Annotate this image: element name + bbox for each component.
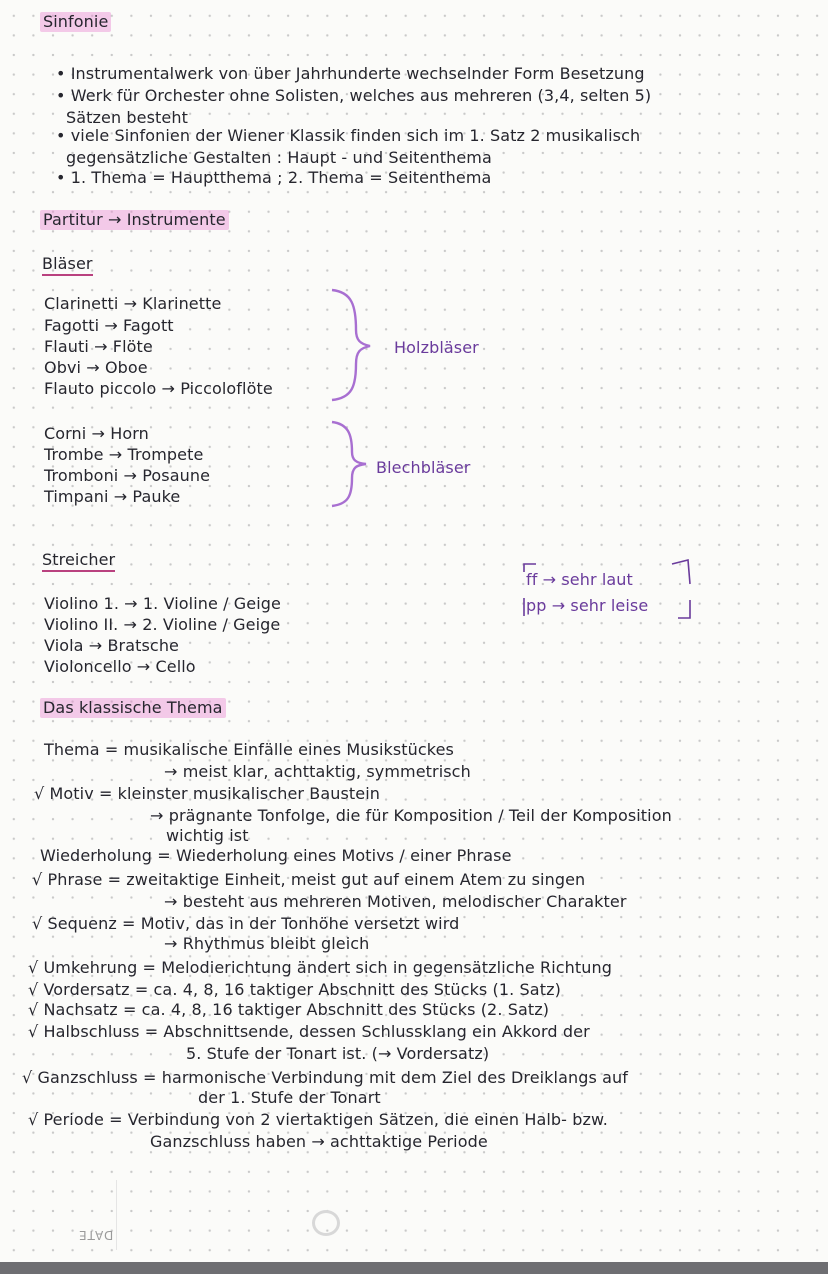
- bottom-edge: [0, 1262, 828, 1274]
- sinfonie-line-6: • 1. Thema = Hauptthema ; 2. Thema = Seitenthema: [56, 168, 492, 187]
- holz-item-3: Flauti → Flöte: [44, 337, 153, 356]
- holz-item-1: Clarinetti → Klarinette: [44, 294, 222, 313]
- thema-line-15: 5. Stufe der Tonart ist. (→ Vordersatz): [186, 1044, 490, 1063]
- holz-item-2: Fagotti → Fagott: [44, 316, 174, 335]
- streicher-item-1: Violino 1. → 1. Violine / Geige: [44, 594, 281, 613]
- holz-item-5: Flauto piccolo → Piccoloflöte: [44, 379, 273, 398]
- thema-line-11: √ Umkehrung = Melodierichtung ändert sich in gegensätzliche Richtung: [28, 958, 613, 977]
- blech-item-1: Corni → Horn: [44, 424, 149, 443]
- blech-item-4: Timpani → Pauke: [44, 487, 181, 506]
- thema-line-9: √ Sequenz = Motiv, das in der Tonhöhe versetzt wird: [32, 914, 460, 933]
- brace-icon-blech: [326, 418, 372, 510]
- thema-line-8: → besteht aus mehreren Motiven, melodischer Charakter: [164, 892, 627, 911]
- sinfonie-line-5: gegensätzliche Gestalten : Haupt - und Seitenthema: [66, 148, 492, 167]
- sinfonie-line-3: Sätzen besteht: [66, 108, 188, 127]
- thema-line-19: Ganzschluss haben → achttaktige Periode: [150, 1132, 488, 1151]
- streicher-item-3: Viola → Bratsche: [44, 636, 180, 655]
- sinfonie-line-2: • Werk für Orchester ohne Solisten, welches aus mehreren (3,4, selten 5): [56, 86, 652, 105]
- thema-line-12: √ Vordersatz = ca. 4, 8, 16 taktiger Abschnitt des Stücks (1. Satz): [28, 980, 561, 999]
- thema-line-4: → prägnante Tonfolge, die für Komposition / Teil der Komposition: [150, 806, 672, 825]
- streicher-item-2: Violino II. → 2. Violine / Geige: [44, 615, 281, 634]
- dynamic-ff: ff → sehr laut: [526, 570, 633, 589]
- thema-line-2: → meist klar, achttaktig, symmetrisch: [164, 762, 471, 781]
- heading-sinfonie: Sinfonie: [40, 12, 111, 32]
- thema-line-18: √ Periode = Verbindung von 2 viertaktigen Sätzen, die einen Halb- bzw.: [28, 1110, 608, 1129]
- thema-line-13: √ Nachsatz = ca. 4, 8, 16 taktiger Abschnitt des Stücks (2. Satz): [28, 1000, 550, 1019]
- blech-item-2: Trombe → Trompete: [44, 445, 204, 464]
- thema-line-5: wichtig ist: [166, 826, 249, 845]
- page-margin-line: [116, 1180, 117, 1250]
- thema-line-17: der 1. Stufe der Tonart: [198, 1088, 381, 1107]
- thema-line-10: → Rhythmus bleibt gleich: [164, 934, 370, 953]
- streicher-item-4: Violoncello → Cello: [44, 657, 196, 676]
- thema-line-16: √ Ganzschluss = harmonische Verbindung mit dem Ziel des Dreiklangs auf: [22, 1068, 628, 1087]
- sinfonie-line-4: • viele Sinfonien der Wiener Klassik finden sich im 1. Satz 2 musikalisch: [56, 126, 641, 145]
- dynamic-pp: pp → sehr leise: [526, 596, 649, 615]
- blechblaeser-label: Blechbläser: [376, 458, 471, 477]
- heading-blaeser: Bläser: [42, 254, 93, 276]
- thema-line-14: √ Halbschluss = Abschnittsende, dessen Schlussklang ein Akkord der: [28, 1022, 590, 1041]
- binder-ring-icon: [312, 1210, 340, 1236]
- thema-line-1: Thema = musikalische Einfälle eines Musikstückes: [44, 740, 454, 759]
- heading-partitur: Partitur → Instrumente: [40, 210, 229, 230]
- sinfonie-line-1: • Instrumentalwerk von über Jahrhunderte wechselnder Form Besetzung: [56, 64, 645, 83]
- date-label: DATE: [78, 1228, 114, 1242]
- blech-item-3: Tromboni → Posaune: [44, 466, 211, 485]
- heading-streicher: Streicher: [42, 550, 115, 572]
- thema-line-3: √ Motiv = kleinster musikalischer Baustein: [34, 784, 381, 803]
- thema-line-7: √ Phrase = zweitaktige Einheit, meist gut auf einem Atem zu singen: [32, 870, 586, 889]
- holzblaeser-label: Holzbläser: [394, 338, 479, 357]
- holz-item-4: Obvi → Oboe: [44, 358, 148, 377]
- bracket-icon-dynamics: [518, 556, 698, 622]
- thema-line-6: Wiederholung = Wiederholung eines Motivs / einer Phrase: [40, 846, 512, 865]
- heading-klassisches-thema: Das klassische Thema: [40, 698, 226, 718]
- brace-icon-holz: [326, 286, 376, 404]
